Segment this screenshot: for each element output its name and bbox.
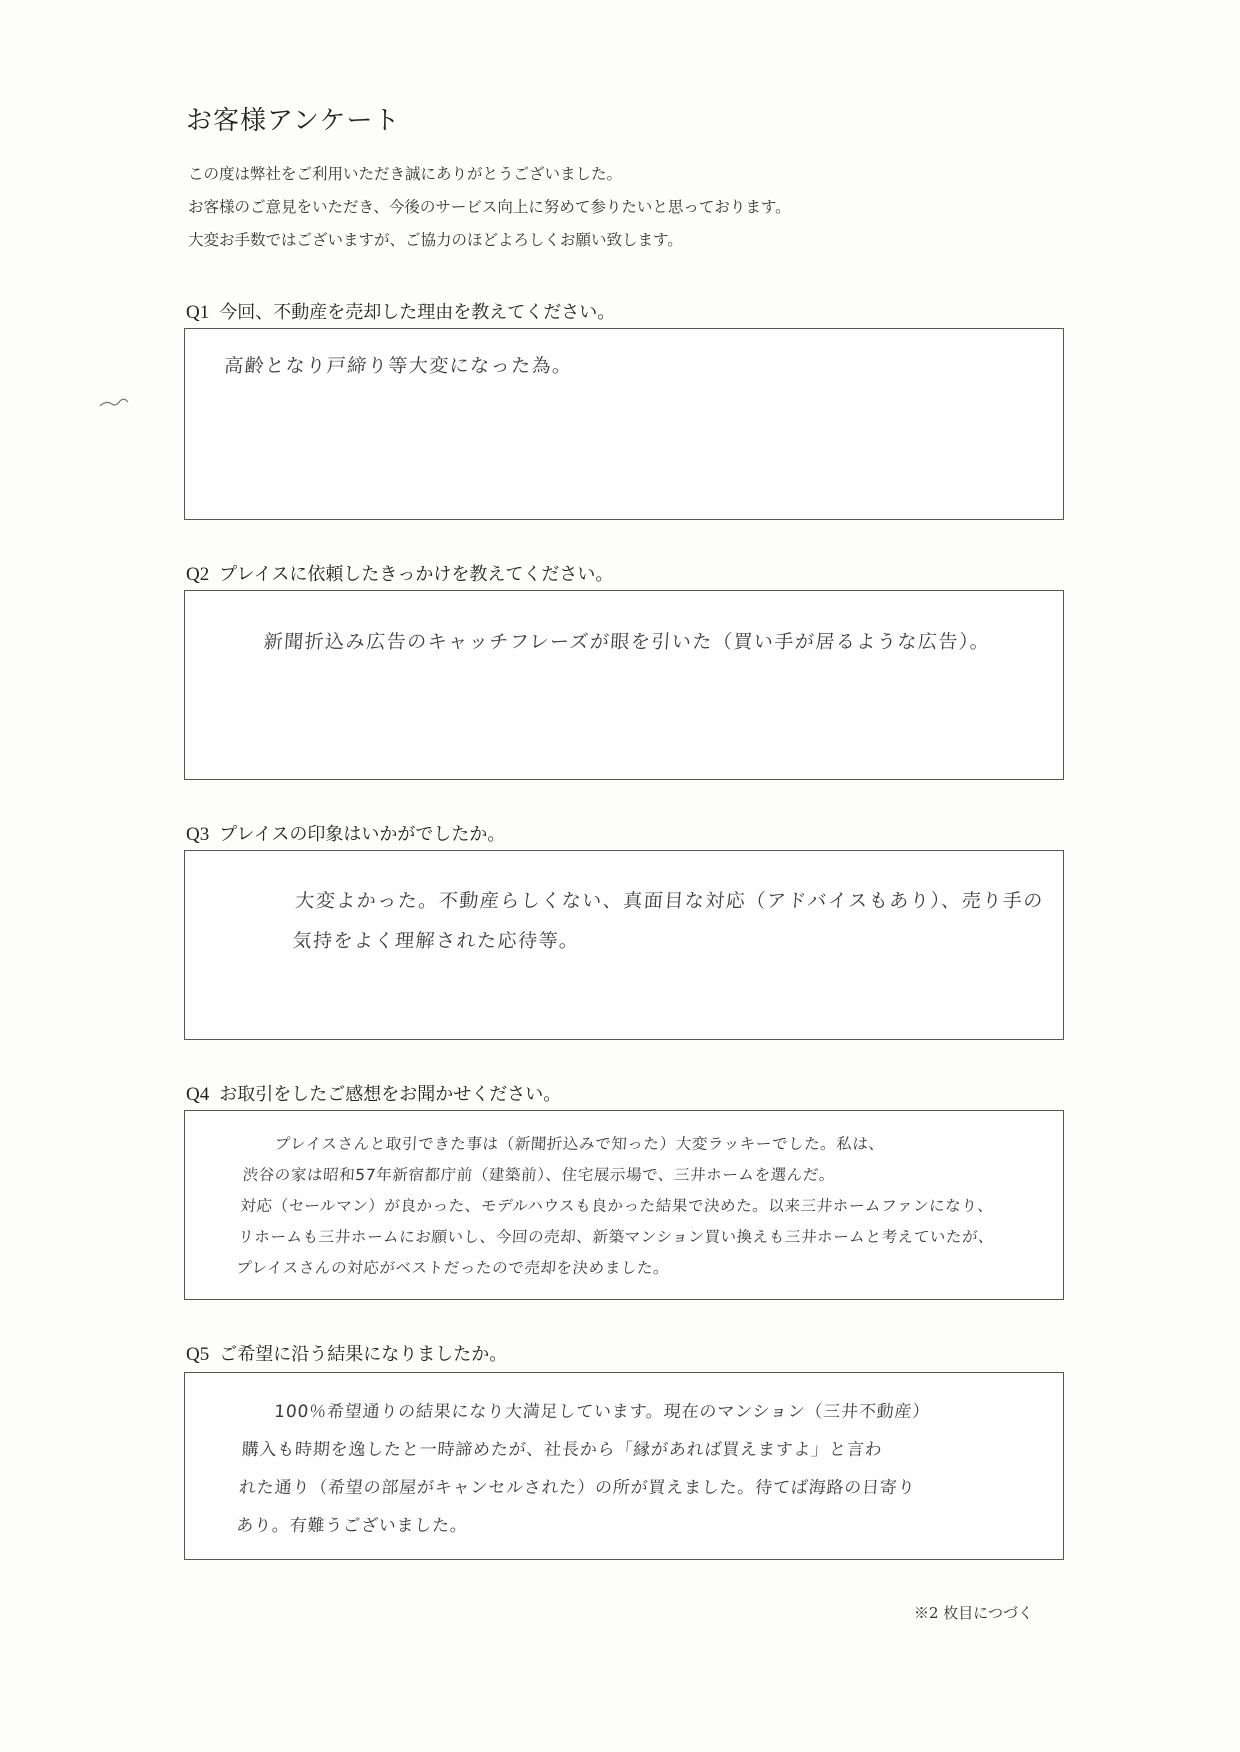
answer-box-q5 [184,1372,1064,1560]
answer-line: あり。有難うございました。 [235,1516,469,1536]
question-text: お取引をしたご感想をお聞かせください。 [219,1084,562,1105]
question-text: プレイスの印象はいかがでしたか。 [219,824,506,845]
question-text: プレイスに依頼したきっかけを教えてください。 [219,564,614,585]
answer-line: プレイスさんの対応がベストだったので売却を決めました。 [235,1259,670,1277]
answer-box-q1 [184,328,1064,520]
question-text: 今回、不動産を売却した理由を教えてください。 [219,302,616,323]
answer-box-q4 [184,1110,1064,1300]
intro-line: この度は弊社をご利用いただき誠にありがとうございました。 [188,165,623,183]
answer-line: 新聞折込み広告のキャッチフレーズが眼を引いた（買い手が居るような広告）。 [262,631,992,653]
page-title: お客様アンケート [186,106,401,136]
question-number: Q1 [186,302,210,323]
intro-text [188,158,791,257]
answer-line: 高齢となり戸締り等大変になった為。 [223,355,574,377]
question-4-label [186,1080,561,1106]
intro-line: 大変お手数ではございますが、ご協力のほどよろしくお願い致します。 [188,231,683,249]
handwritten-answer [183,329,1064,378]
handwritten-answer [181,851,1067,961]
answer-line: 購入も時期を逸したと一時諦めたが、社長から「縁があれば買えますよ」と言わ [240,1440,884,1460]
margin-mark [98,392,138,412]
answer-line: れた通り（希望の部屋がキャンセルされた）の所が買えました。待てば海路の日寄り [238,1478,917,1498]
answer-line: リホームも三井ホームにお願いし、今回の売却、新築マンション買い換えも三井ホームと考えていたが、 [237,1228,995,1246]
question-2-label [186,560,613,586]
question-number: Q2 [186,564,210,585]
intro-line: お客様のご意見をいただき、今後のサービス向上に努めて参りたいと思っております。 [188,198,791,216]
answer-line: 大変よかった。不動産らしくない、真面目な対応（アドバイスもあり）、売り手の [294,890,1045,912]
handwritten-answer [179,1111,1069,1284]
answer-box-q3 [184,850,1064,1040]
question-5-label [186,1340,507,1366]
handwritten-answer [183,591,1065,654]
answer-line: 100％希望通りの結果になり大満足しています。現在のマンション（三井不動産） [273,1402,931,1422]
question-number: Q3 [186,824,210,845]
answer-line: 気持をよく理解された応待等。 [291,930,581,952]
answer-box-q2 [184,590,1064,780]
question-number: Q5 [186,1344,210,1365]
question-number: Q4 [186,1084,210,1105]
answer-line: 対応（セールマン）が良かった、モデルハウスも良かった結果で決めた。以来三井ホームファンになり、 [239,1197,995,1215]
answer-line: プレイスさんと取引できた事は（新聞折込みで知った）大変ラッキーでした。私は、 [274,1135,886,1153]
question-1-label [186,298,615,324]
answer-line: 渋谷の家は昭和57年新宿都庁前（建築前）、住宅展示場で、三井ホームを選んだ。 [241,1166,836,1184]
question-3-label [186,820,505,846]
question-text: ご希望に沿う結果になりましたか。 [219,1344,508,1365]
handwritten-answer [179,1373,1069,1545]
continued-note: ※2 枚目につづく [914,1604,1034,1622]
